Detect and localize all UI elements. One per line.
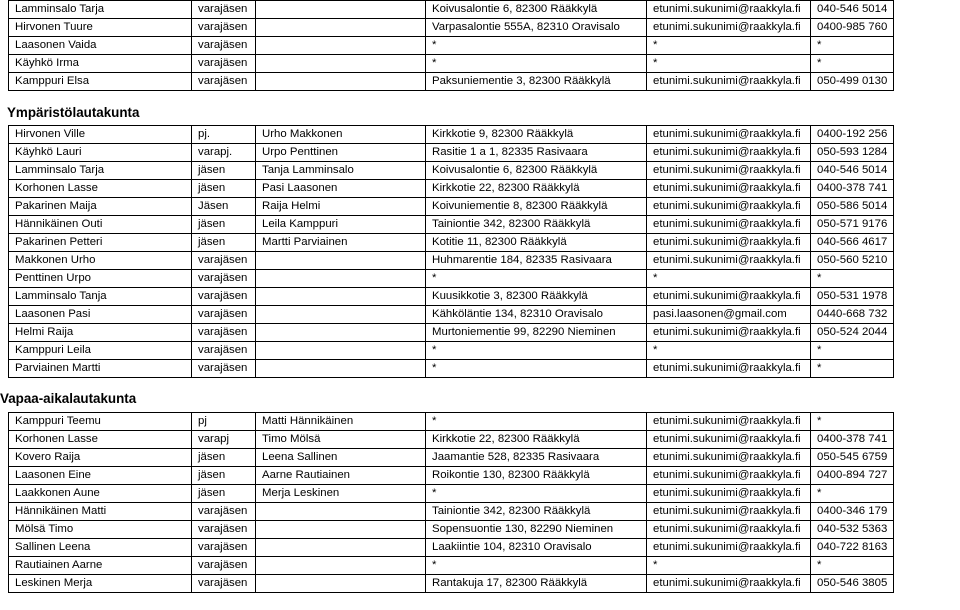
table-row [9,431,894,449]
table-row [9,485,894,503]
phone-cell: 040-532 5363 [811,521,894,539]
table-row [9,180,894,198]
substitute-cell [256,360,426,378]
substitute-cell: Matti Hännikäinen [256,413,426,431]
address-cell: Kotitie 11, 82300 Rääkkylä [426,234,647,252]
table-row [9,503,894,521]
table-row [9,521,894,539]
address-cell: Rantakuja 17, 82300 Rääkkylä [426,575,647,593]
email-cell: etunimi.sukunimi@raakkyla.fi [647,521,811,539]
table-row [9,575,894,593]
role-cell: varajäsen [192,360,256,378]
email-cell: etunimi.sukunimi@raakkyla.fi [647,485,811,503]
table-row [9,413,894,431]
email-cell: * [647,55,811,73]
email-cell: etunimi.sukunimi@raakkyla.fi [647,198,811,216]
member-table-top [8,0,894,91]
member-name-cell: Pakarinen Maija [9,198,192,216]
member-name-cell: Hännikäinen Matti [9,503,192,521]
member-name-cell: Mölsä Timo [9,521,192,539]
address-cell: Murtoniementie 99, 82290 Nieminen [426,324,647,342]
role-cell: varapj [192,431,256,449]
phone-cell: 050-531 1978 [811,288,894,306]
email-cell: etunimi.sukunimi@raakkyla.fi [647,19,811,37]
table-row [9,144,894,162]
substitute-cell: Raija Helmi [256,198,426,216]
email-cell: etunimi.sukunimi@raakkyla.fi [647,539,811,557]
member-name-cell: Hännikäinen Outi [9,216,192,234]
member-name-cell: Lamminsalo Tarja [9,162,192,180]
email-cell: etunimi.sukunimi@raakkyla.fi [647,503,811,521]
email-cell: * [647,557,811,575]
member-name-cell: Lamminsalo Tanja [9,288,192,306]
table-row [9,19,894,37]
phone-cell: 0400-378 741 [811,180,894,198]
phone-cell: 0440-668 732 [811,306,894,324]
substitute-cell [256,19,426,37]
phone-cell: 050-571 9176 [811,216,894,234]
member-name-cell: Laasonen Eine [9,467,192,485]
member-name-cell: Korhonen Lasse [9,431,192,449]
email-cell: etunimi.sukunimi@raakkyla.fi [647,216,811,234]
substitute-cell: Aarne Rautiainen [256,467,426,485]
table-row [9,198,894,216]
role-cell: varajäsen [192,557,256,575]
address-cell: * [426,55,647,73]
member-name-cell: Rautiainen Aarne [9,557,192,575]
phone-cell: 050-499 0130 [811,73,894,91]
substitute-cell [256,1,426,19]
role-cell: varajäsen [192,306,256,324]
role-cell: Jäsen [192,198,256,216]
address-cell: Roikontie 130, 82300 Rääkkylä [426,467,647,485]
role-cell: varajäsen [192,521,256,539]
address-cell: Tainiontie 342, 82300 Rääkkylä [426,216,647,234]
substitute-cell [256,55,426,73]
role-cell: varajäsen [192,270,256,288]
section-title-ymparistolautakunta: Ympäristölautakunta [7,105,140,120]
address-cell: Tainiontie 342, 82300 Rääkkylä [426,503,647,521]
phone-cell: 040-722 8163 [811,539,894,557]
substitute-cell [256,324,426,342]
substitute-cell [256,503,426,521]
role-cell: jäsen [192,216,256,234]
member-name-cell: Kamppuri Teemu [9,413,192,431]
address-cell: Kirkkotie 22, 82300 Rääkkylä [426,431,647,449]
role-cell: varajäsen [192,324,256,342]
address-cell: Huhmarentie 184, 82335 Rasivaara [426,252,647,270]
email-cell: etunimi.sukunimi@raakkyla.fi [647,324,811,342]
role-cell: varajäsen [192,503,256,521]
role-cell: varajäsen [192,252,256,270]
phone-cell: 0400-346 179 [811,503,894,521]
phone-cell: * [811,360,894,378]
address-cell: * [426,37,647,55]
member-name-cell: Helmi Raija [9,324,192,342]
phone-cell: 050-545 6759 [811,449,894,467]
email-cell: etunimi.sukunimi@raakkyla.fi [647,180,811,198]
phone-cell: 050-560 5210 [811,252,894,270]
address-cell: * [426,270,647,288]
email-cell: pasi.laasonen@gmail.com [647,306,811,324]
substitute-cell [256,270,426,288]
substitute-cell: Pasi Laasonen [256,180,426,198]
address-cell: Koivusalontie 6, 82300 Rääkkylä [426,1,647,19]
member-name-cell: Laasonen Vaida [9,37,192,55]
role-cell: varajäsen [192,342,256,360]
member-name-cell: Penttinen Urpo [9,270,192,288]
member-name-cell: Sallinen Leena [9,539,192,557]
table-row [9,539,894,557]
table-row [9,162,894,180]
address-cell: * [426,342,647,360]
email-cell: etunimi.sukunimi@raakkyla.fi [647,288,811,306]
member-name-cell: Kamppuri Leila [9,342,192,360]
role-cell: varajäsen [192,37,256,55]
phone-cell: 050-524 2044 [811,324,894,342]
email-cell: etunimi.sukunimi@raakkyla.fi [647,126,811,144]
role-cell: jäsen [192,485,256,503]
table-row [9,234,894,252]
member-name-cell: Leskinen Merja [9,575,192,593]
role-cell: pj [192,413,256,431]
email-cell: etunimi.sukunimi@raakkyla.fi [647,73,811,91]
substitute-cell [256,575,426,593]
table-row [9,306,894,324]
member-table-vapaa-aikalautakunta [8,412,894,593]
member-table-ymparistolautakunta [8,125,894,378]
phone-cell: 040-546 5014 [811,162,894,180]
email-cell: etunimi.sukunimi@raakkyla.fi [647,234,811,252]
substitute-cell: Urpo Penttinen [256,144,426,162]
member-name-cell: Hirvonen Ville [9,126,192,144]
table-row [9,360,894,378]
substitute-cell [256,73,426,91]
address-cell: Varpasalontie 555A, 82310 Oravisalo [426,19,647,37]
role-cell: varajäsen [192,575,256,593]
member-name-cell: Kamppuri Elsa [9,73,192,91]
table-row [9,252,894,270]
table-row [9,37,894,55]
section-title-vapaa-aikalautakunta: Vapaa-aikalautakunta [0,391,137,406]
phone-cell: 0400-985 760 [811,19,894,37]
email-cell: etunimi.sukunimi@raakkyla.fi [647,144,811,162]
member-name-cell: Laakkonen Aune [9,485,192,503]
address-cell: Laakiintie 104, 82310 Oravisalo [426,539,647,557]
table-row [9,270,894,288]
substitute-cell: Timo Mölsä [256,431,426,449]
email-cell: etunimi.sukunimi@raakkyla.fi [647,252,811,270]
table-row [9,288,894,306]
phone-cell: 050-546 3805 [811,575,894,593]
role-cell: jäsen [192,467,256,485]
address-cell: * [426,485,647,503]
substitute-cell [256,521,426,539]
table-row [9,73,894,91]
email-cell: etunimi.sukunimi@raakkyla.fi [647,360,811,378]
address-cell: Jaamantie 528, 82335 Rasivaara [426,449,647,467]
address-cell: * [426,360,647,378]
email-cell: etunimi.sukunimi@raakkyla.fi [647,467,811,485]
phone-cell: * [811,485,894,503]
address-cell: Kirkkotie 9, 82300 Rääkkylä [426,126,647,144]
phone-cell: * [811,37,894,55]
phone-cell: * [811,557,894,575]
address-cell: Rasitie 1 a 1, 82335 Rasivaara [426,144,647,162]
substitute-cell [256,37,426,55]
member-name-cell: Korhonen Lasse [9,180,192,198]
phone-cell: 040-546 5014 [811,1,894,19]
member-name-cell: Kovero Raija [9,449,192,467]
role-cell: pj. [192,126,256,144]
email-cell: * [647,37,811,55]
substitute-cell: Urho Makkonen [256,126,426,144]
member-name-cell: Hirvonen Tuure [9,19,192,37]
table-row [9,557,894,575]
substitute-cell [256,539,426,557]
address-cell: Sopensuontie 130, 82290 Nieminen [426,521,647,539]
substitute-cell [256,557,426,575]
phone-cell: 040-566 4617 [811,234,894,252]
phone-cell: * [811,342,894,360]
substitute-cell [256,342,426,360]
role-cell: varajäsen [192,73,256,91]
email-cell: etunimi.sukunimi@raakkyla.fi [647,575,811,593]
member-name-cell: Parviainen Martti [9,360,192,378]
address-cell: Kuusikkotie 3, 82300 Rääkkylä [426,288,647,306]
table-row [9,126,894,144]
substitute-cell: Martti Parviainen [256,234,426,252]
email-cell: * [647,342,811,360]
phone-cell: 0400-192 256 [811,126,894,144]
email-cell: etunimi.sukunimi@raakkyla.fi [647,1,811,19]
substitute-cell [256,288,426,306]
role-cell: jäsen [192,234,256,252]
substitute-cell [256,306,426,324]
address-cell: Kirkkotie 22, 82300 Rääkkylä [426,180,647,198]
role-cell: varapj. [192,144,256,162]
role-cell: varajäsen [192,19,256,37]
role-cell: varajäsen [192,539,256,557]
substitute-cell: Leena Sallinen [256,449,426,467]
role-cell: jäsen [192,449,256,467]
table-row [9,467,894,485]
address-cell: * [426,413,647,431]
email-cell: etunimi.sukunimi@raakkyla.fi [647,431,811,449]
role-cell: varajäsen [192,1,256,19]
address-cell: * [426,557,647,575]
address-cell: Koivuniementie 8, 82300 Rääkkylä [426,198,647,216]
table-row [9,342,894,360]
phone-cell: 0400-378 741 [811,431,894,449]
role-cell: jäsen [192,180,256,198]
member-name-cell: Käyhkö Irma [9,55,192,73]
member-name-cell: Käyhkö Lauri [9,144,192,162]
table-row [9,55,894,73]
table-row [9,1,894,19]
address-cell: Koivusalontie 6, 82300 Rääkkylä [426,162,647,180]
phone-cell: * [811,55,894,73]
phone-cell: 0400-894 727 [811,467,894,485]
email-cell: etunimi.sukunimi@raakkyla.fi [647,449,811,467]
table-row [9,324,894,342]
table-row [9,216,894,234]
member-name-cell: Lamminsalo Tarja [9,1,192,19]
email-cell: etunimi.sukunimi@raakkyla.fi [647,413,811,431]
member-name-cell: Pakarinen Petteri [9,234,192,252]
substitute-cell [256,252,426,270]
address-cell: Paksuniementie 3, 82300 Rääkkylä [426,73,647,91]
member-name-cell: Laasonen Pasi [9,306,192,324]
member-name-cell: Makkonen Urho [9,252,192,270]
role-cell: varajäsen [192,288,256,306]
address-cell: Kähköläntie 134, 82310 Oravisalo [426,306,647,324]
phone-cell: 050-586 5014 [811,198,894,216]
substitute-cell: Merja Leskinen [256,485,426,503]
substitute-cell: Tanja Lamminsalo [256,162,426,180]
table-row [9,449,894,467]
phone-cell: * [811,270,894,288]
substitute-cell: Leila Kamppuri [256,216,426,234]
phone-cell: * [811,413,894,431]
phone-cell: 050-593 1284 [811,144,894,162]
role-cell: jäsen [192,162,256,180]
role-cell: varajäsen [192,55,256,73]
email-cell: etunimi.sukunimi@raakkyla.fi [647,162,811,180]
email-cell: * [647,270,811,288]
